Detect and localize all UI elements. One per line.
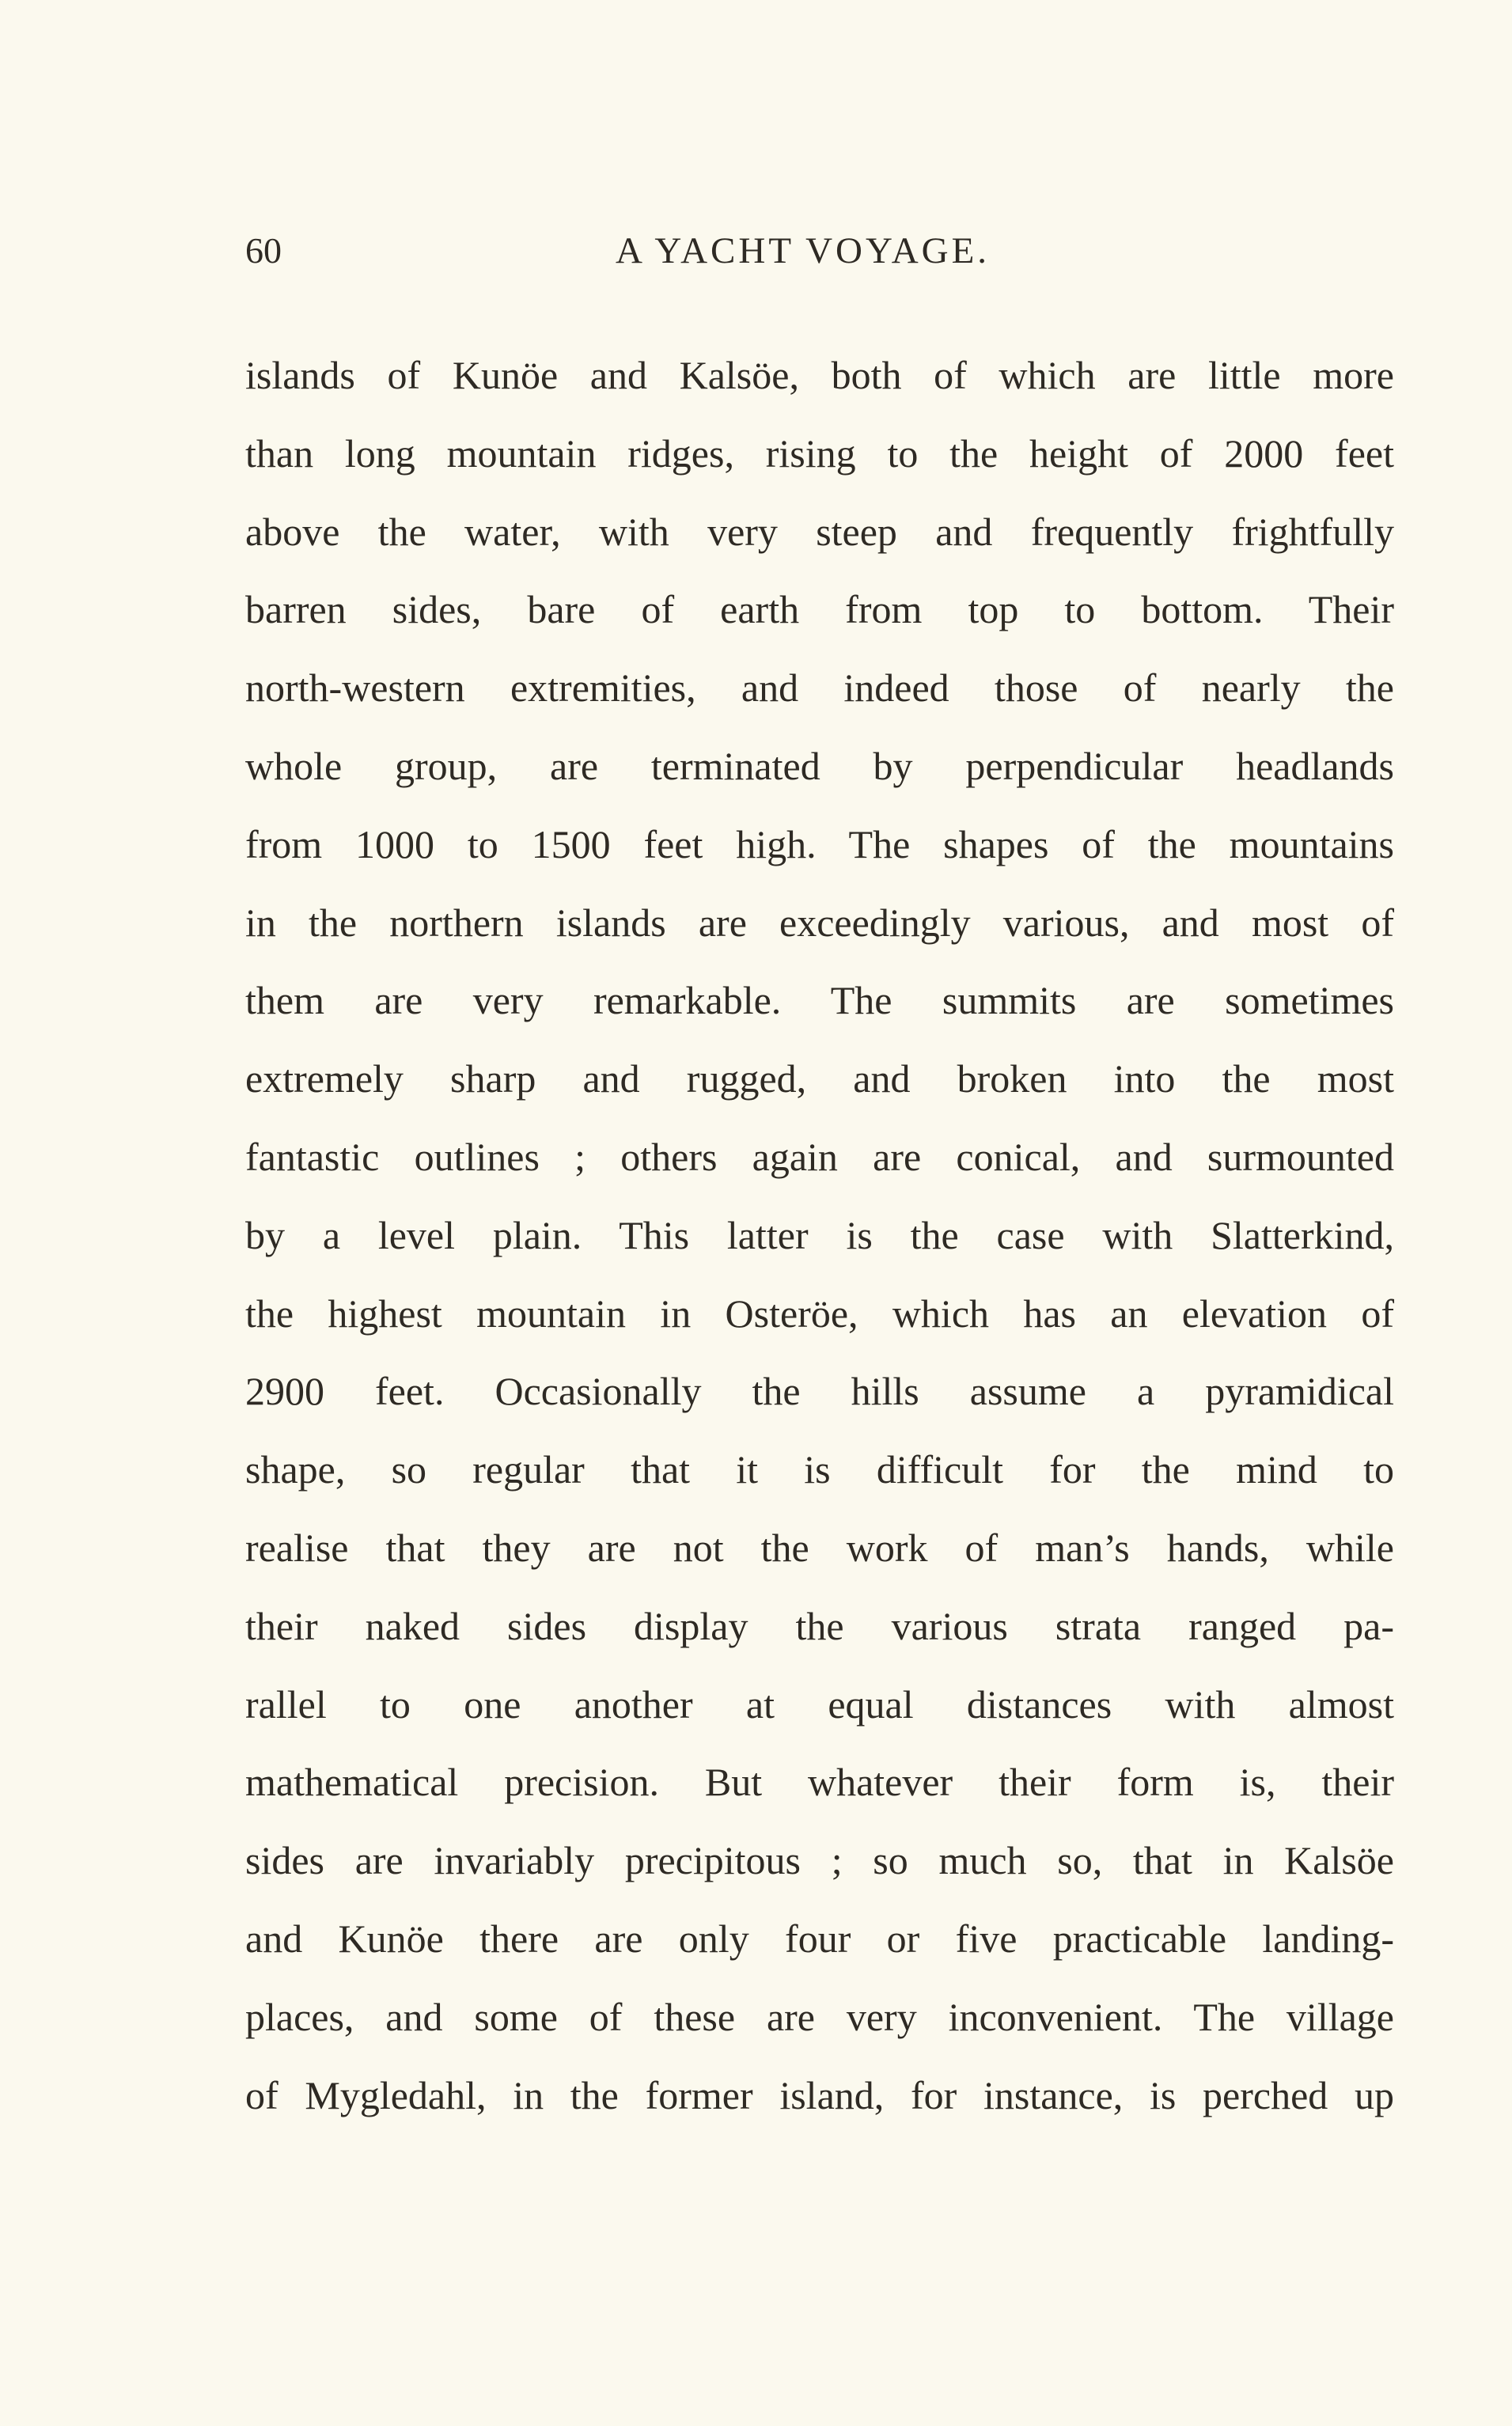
running-head	[245, 223, 1076, 279]
text-line: in the northern islands are exceedingly various, and most of	[245, 900, 1394, 945]
text-line: from 1000 to 1500 feet high. The shapes of the mountains	[245, 821, 1394, 866]
text-line: than long mountain ridges, rising to the height of 2000 feet	[245, 430, 1394, 476]
text-line: above the water, with very steep and frequently frightfully	[245, 509, 1394, 554]
text-line: of Mygledahl, in the former island, for instance, is perched up	[245, 2072, 1394, 2117]
body-text	[245, 336, 1394, 2134]
text-line: fantastic outlines ; others again are conical, and surmounted	[245, 1134, 1394, 1179]
text-line: them are very remarkable. The summits are sometimes	[245, 978, 1394, 1023]
text-line: their naked sides display the various strata ranged pa-	[245, 1603, 1394, 1648]
text-line: shape, so regular that it is difficult for the mind to	[245, 1447, 1394, 1492]
text-line: and Kunöe there are only four or five practicable landing-	[245, 1916, 1394, 1961]
text-line: the highest mountain in Osteröe, which has an elevation of	[245, 1291, 1394, 1336]
text-line: extremely sharp and rugged, and broken into the most	[245, 1056, 1394, 1101]
text-line: rallel to one another at equal distances with almost	[245, 1681, 1394, 1727]
page-number: 60	[245, 230, 282, 271]
text-line: places, and some of these are very inconvenient. The village	[245, 1994, 1394, 2039]
running-title: A YACHT VOYAGE.	[616, 230, 991, 271]
text-line: mathematical precision. But whatever their form is, their	[245, 1760, 1394, 1805]
text-line: whole group, are terminated by perpendicular headlands	[245, 743, 1394, 788]
text-line: islands of Kunöe and Kalsöe, both of which are little more	[245, 353, 1394, 397]
text-line: realise that they are not the work of man’s hands, while	[245, 1525, 1394, 1570]
text-line: barren sides, bare of earth from top to bottom. Their	[245, 587, 1394, 632]
text-line: sides are invariably precipitous ; so much so, that in Kalsöe	[245, 1838, 1394, 1883]
text-line: north-western extremities, and indeed those of nearly the	[245, 665, 1394, 711]
text-line: 2900 feet. Occasionally the hills assume a pyramidical	[245, 1369, 1394, 1414]
text-line: by a level plain. This latter is the case with Slatterkind,	[245, 1212, 1394, 1257]
